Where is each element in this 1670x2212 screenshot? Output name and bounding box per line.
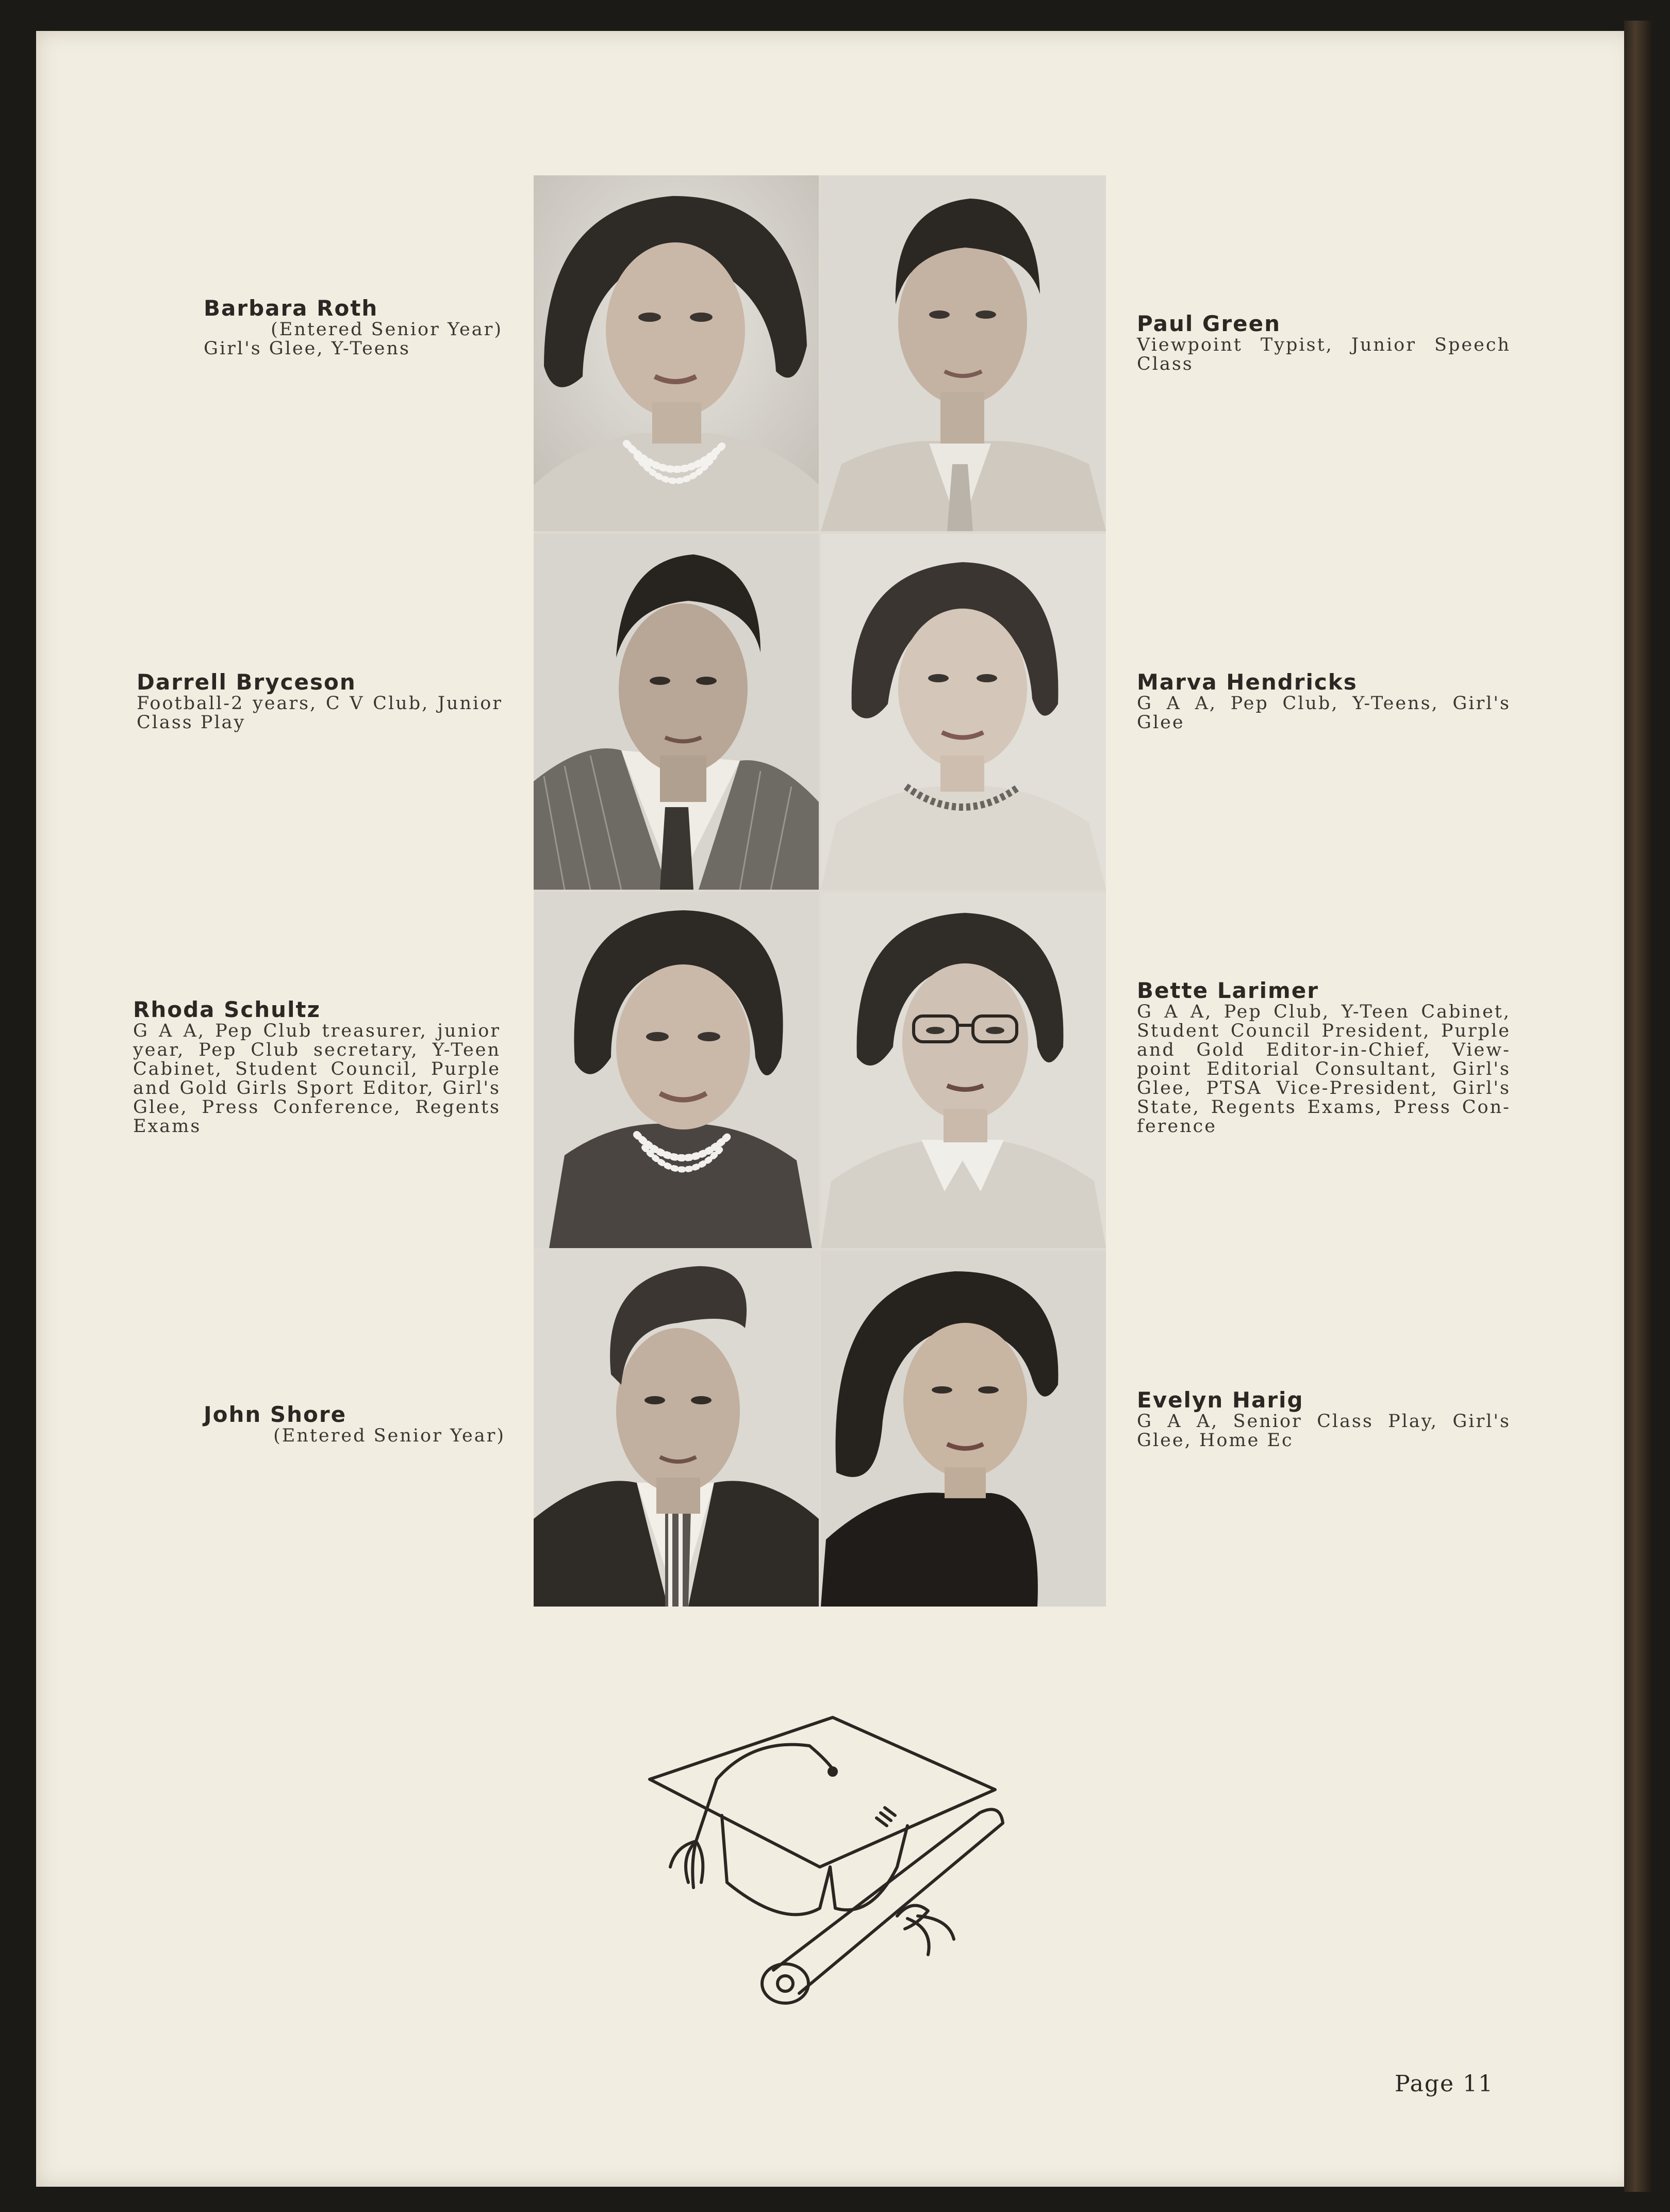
student-activities-line: point Editorial Consultant, Girl's [1137,1059,1511,1079]
page-number: Page 11 [1395,2071,1494,2097]
student-entry-marva-hendricks [1137,670,1511,732]
student-activities-line: Glee [1137,712,1185,733]
student-activities-line: ference [1137,1116,1217,1137]
student-activities-line: Football-2 years, C V Club, Junior [137,693,503,714]
student-activities-line: Viewpoint Typist, Junior Speech [1137,335,1511,355]
student-activities-line: G A A, Pep Club, Y-Teen Cabinet, [1137,1002,1511,1022]
student-name: Rhoda Schultz [133,997,321,1022]
book-binding-edge [1624,21,1652,2192]
student-activities-line: Cabinet, Student Council, Purple [133,1059,501,1079]
portrait-photo-darrell-bryceson [534,534,819,890]
student-activities-line: Class Play [137,712,246,733]
student-activities-line: Glee, Press Conference, Regents [133,1097,501,1118]
student-activities-line: State, Regents Exams, Press Con- [1137,1097,1511,1118]
student-name: John Shore [204,1402,347,1427]
student-activities-line: year, Pep Club secretary, Y-Teen [133,1040,501,1060]
student-activities-line: Student Council President, Purple [1137,1021,1511,1041]
student-name: Barbara Roth [204,296,378,321]
student-activities-line: Girl's Glee, Y-Teens [204,338,411,359]
student-name: Paul Green [1137,311,1281,336]
student-activities-line: and Gold Editor-in-Chief, View- [1137,1040,1511,1060]
student-activities-line: and Gold Girls Sport Editor, Girl's [133,1078,501,1099]
portrait-photo-john-shore [534,1251,819,1607]
portrait-photo-rhoda-schultz [534,892,819,1248]
portrait-grid [534,175,1106,1607]
student-name: Darrell Bryceson [137,669,356,695]
student-entry-rhoda-schultz [133,997,501,1137]
student-activities-line: Glee, PTSA Vice-President, Girl's [1137,1078,1511,1099]
graduation-cap-and-diploma-icon [639,1712,1031,2034]
portrait-photo-bette-larimer [821,892,1106,1248]
student-activities-line: Exams [133,1116,202,1137]
student-activities-line: G A A, Pep Club, Y-Teens, Girl's [1137,693,1511,714]
student-name: Evelyn Harig [1137,1387,1304,1413]
student-entry-bette-larimer [1137,979,1511,1136]
portrait-photo-paul-green [821,175,1106,531]
student-activities-line: G A A, Senior Class Play, Girl's [1137,1411,1511,1432]
student-name: Marva Hendricks [1137,669,1358,695]
student-activities-line: (Entered Senior Year) [271,319,503,340]
student-activities-line: Class [1137,354,1194,374]
student-entry-barbara-roth [152,297,513,358]
student-entry-evelyn-harig [1137,1388,1511,1450]
student-entry-paul-green [1137,312,1511,374]
portrait-photo-marva-hendricks [821,534,1106,890]
student-activities-line: G A A, Pep Club treasurer, junior [133,1021,501,1041]
student-entry-john-shore [204,1403,565,1446]
student-activities-line: (Entered Senior Year) [273,1425,505,1446]
portrait-photo-barbara-roth [534,175,819,531]
student-activities-line: Glee, Home Ec [1137,1430,1294,1451]
student-entry-darrell-bryceson [137,669,503,733]
portrait-photo-evelyn-harig [821,1251,1106,1607]
student-name: Bette Larimer [1137,978,1319,1003]
